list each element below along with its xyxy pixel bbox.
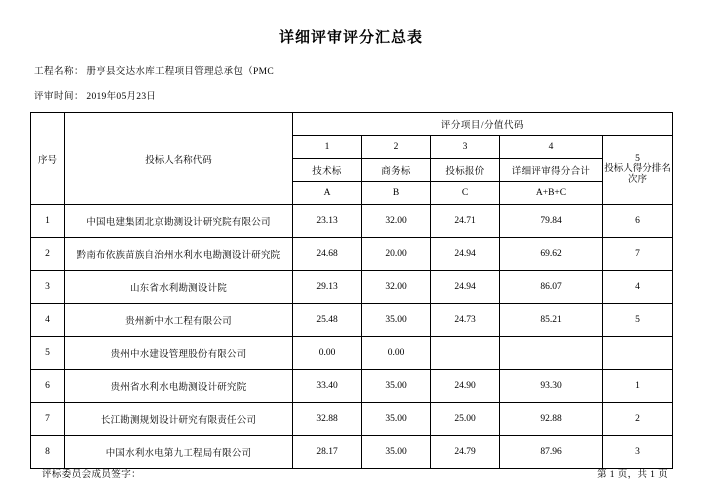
table-row (31, 436, 673, 469)
column-header-group: 评分项目/分值代码 (293, 113, 673, 136)
table-head (31, 113, 673, 205)
cell-total: 79.84 (500, 205, 603, 238)
cell-price: 24.73 (431, 304, 500, 337)
cell-total: 69.62 (500, 238, 603, 271)
table-row (31, 271, 673, 304)
cell-seq: 8 (31, 436, 65, 469)
cell-total: 92.88 (500, 403, 603, 436)
cell-total: 87.96 (500, 436, 603, 469)
table-row (31, 403, 673, 436)
cell-technical: 28.17 (293, 436, 362, 469)
table-row (31, 337, 673, 370)
column-header-num-1: 1 (293, 136, 362, 159)
column-header-num-5-value: 5 (635, 153, 640, 164)
column-header-code-a: A (293, 182, 362, 205)
column-header-code-b: B (362, 182, 431, 205)
column-header-num-2: 2 (362, 136, 431, 159)
cell-total: 86.07 (500, 271, 603, 304)
column-header-code-sum: A+B+C (500, 182, 603, 205)
cell-technical: 25.48 (293, 304, 362, 337)
cell-price: 24.94 (431, 271, 500, 304)
table-row (31, 370, 673, 403)
cell-seq: 7 (31, 403, 65, 436)
footer-page-number: 第 1 页，共 1 页 (597, 470, 668, 480)
cell-technical: 33.40 (293, 370, 362, 403)
cell-price: 24.94 (431, 238, 500, 271)
cell-commercial: 20.00 (362, 238, 431, 271)
cell-total (500, 337, 603, 370)
cell-seq: 1 (31, 205, 65, 238)
meta-label-project: 工程名称： (34, 67, 85, 77)
cell-price (431, 337, 500, 370)
cell-commercial: 32.00 (362, 271, 431, 304)
column-header-name-total: 详细评审得分合计 (500, 159, 603, 182)
meta-value-date: 2019年05月23日 (86, 92, 157, 102)
column-header-num-3: 3 (431, 136, 500, 159)
cell-bidder: 山东省水利勘测设计院 (65, 271, 293, 304)
cell-technical: 24.68 (293, 238, 362, 271)
cell-technical: 23.13 (293, 205, 362, 238)
cell-rank: 1 (603, 370, 673, 403)
meta-row-date (34, 88, 672, 102)
cell-seq: 5 (31, 337, 65, 370)
cell-commercial: 32.00 (362, 205, 431, 238)
cell-price: 24.90 (431, 370, 500, 403)
cell-technical: 29.13 (293, 271, 362, 304)
table-row (31, 238, 673, 271)
cell-bidder: 黔南布依族苗族自治州水利水电勘测设计研究院 (65, 238, 293, 271)
cell-seq: 6 (31, 370, 65, 403)
cell-rank (603, 337, 673, 370)
cell-rank: 6 (603, 205, 673, 238)
cell-bidder: 贵州新中水工程有限公司 (65, 304, 293, 337)
cell-bidder: 长江勘测规划设计研究有限责任公司 (65, 403, 293, 436)
cell-total: 85.21 (500, 304, 603, 337)
column-header-num-4: 4 (500, 136, 603, 159)
meta-label-date: 评审时间： (34, 92, 85, 102)
cell-rank: 4 (603, 271, 673, 304)
column-header-rank-label: 投标人得分排名次序 (604, 163, 671, 185)
cell-commercial: 35.00 (362, 436, 431, 469)
cell-bidder: 中国电建集团北京勘测设计研究院有限公司 (65, 205, 293, 238)
column-header-name-technical: 技术标 (293, 159, 362, 182)
cell-rank: 2 (603, 403, 673, 436)
document-meta (30, 63, 672, 102)
table-row (31, 304, 673, 337)
table-header-row-group (31, 113, 673, 136)
cell-bidder: 贵州中水建设管理股份有限公司 (65, 337, 293, 370)
column-header-name-price: 投标报价 (431, 159, 500, 182)
cell-rank: 7 (603, 238, 673, 271)
cell-commercial: 35.00 (362, 370, 431, 403)
column-header-code-c: C (431, 182, 500, 205)
cell-seq: 4 (31, 304, 65, 337)
cell-commercial: 35.00 (362, 304, 431, 337)
cell-bidder: 中国水利水电第九工程局有限公司 (65, 436, 293, 469)
cell-technical: 0.00 (293, 337, 362, 370)
column-header-num-5 (603, 136, 673, 205)
column-header-seq: 序号 (31, 113, 65, 205)
table-row (31, 205, 673, 238)
page-title: 详细评审评分汇总表 (278, 30, 423, 46)
cell-rank: 3 (603, 436, 673, 469)
cell-bidder: 贵州省水利水电勘测设计研究院 (65, 370, 293, 403)
cell-rank: 5 (603, 304, 673, 337)
meta-row-project (34, 63, 672, 77)
cell-commercial: 35.00 (362, 403, 431, 436)
footer-signature-label: 评标委员会成员签字： (42, 470, 142, 480)
score-summary-table (30, 112, 673, 469)
cell-price: 25.00 (431, 403, 500, 436)
cell-seq: 2 (31, 238, 65, 271)
cell-seq: 3 (31, 271, 65, 304)
cell-total: 93.30 (500, 370, 603, 403)
column-header-name-commercial: 商务标 (362, 159, 431, 182)
cell-technical: 32.88 (293, 403, 362, 436)
meta-value-project: 册亨县交达水库工程项目管理总承包（PMC (86, 67, 274, 77)
column-header-bidder: 投标人名称代码 (65, 113, 293, 205)
cell-price: 24.79 (431, 436, 500, 469)
page-footer (30, 466, 672, 480)
cell-price: 24.71 (431, 205, 500, 238)
table-body (31, 205, 673, 469)
cell-commercial: 0.00 (362, 337, 431, 370)
